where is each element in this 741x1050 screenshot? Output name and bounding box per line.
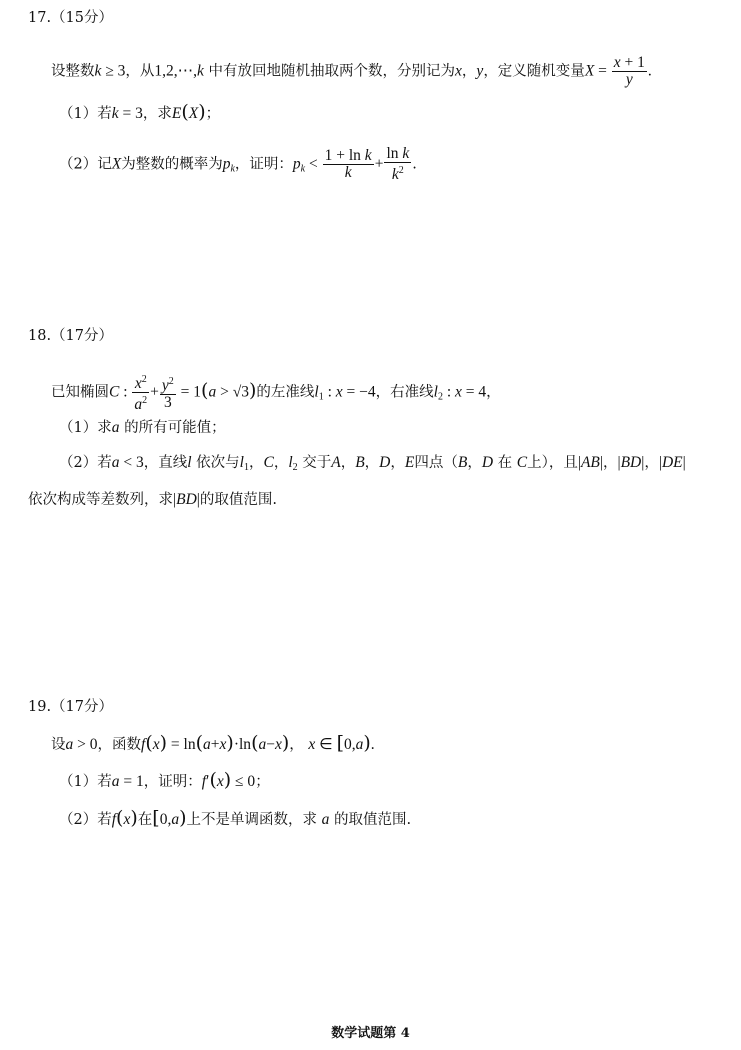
q18-part1: （1）求a 的所有可能值；: [59, 419, 226, 436]
page-footer: 数学试题第 4: [331, 1026, 410, 1041]
q18-part2-line1: （2）若a < 3，直线l 依次与$l_1$，C，$l_2$ 交于A，B，D，E四点（B，D 在 C上），且|AB|，|BD|，|DE|: [59, 454, 686, 473]
q19-part2: （2）若f(x)在[0,a)上不是单调函数，求 a 的取值范围.: [59, 807, 412, 829]
q18-stem: 已知椭圆C : $\frac{x^2}{a^2}$ + $\frac{y^2}{3}$ = 1(a > √3)的左准线$l_1$ : x = −4，右准线$l_2$ : x = 4，: [51, 374, 501, 413]
q17-header: 17.（15分）: [28, 10, 114, 26]
q17-part2: （2）记X为整数的概率为$p_k$，证明：$p_k$ < $\frac{\text{1 + ln k}}{k}$ + $\frac{\text{ln k}}{k^2}$ .: [59, 145, 417, 183]
q19-header: 19.（17分）: [28, 699, 114, 715]
q17-part1: （1）若k = 3，求E(X)；: [59, 101, 221, 123]
q19-part1: （1）若a = 1，证明：f′(x) ≤ 0；: [59, 769, 270, 791]
q19-stem: 设a > 0，函数f(x) = ln(a+x)·ln(a−x)， x ∈ [0,a).: [51, 732, 375, 754]
q18-header: 18.（17分）: [28, 328, 114, 344]
q17-stem: 设整数k ≥ 3，从1,2,⋯,k 中有放回地随机抽取两个数，分别记为x，y，定义随机变量X = $\frac{x + 1}{y}$ .: [51, 54, 652, 88]
q18-part2-line2: 依次构成等差数列，求|BD|的取值范围.: [28, 491, 277, 508]
